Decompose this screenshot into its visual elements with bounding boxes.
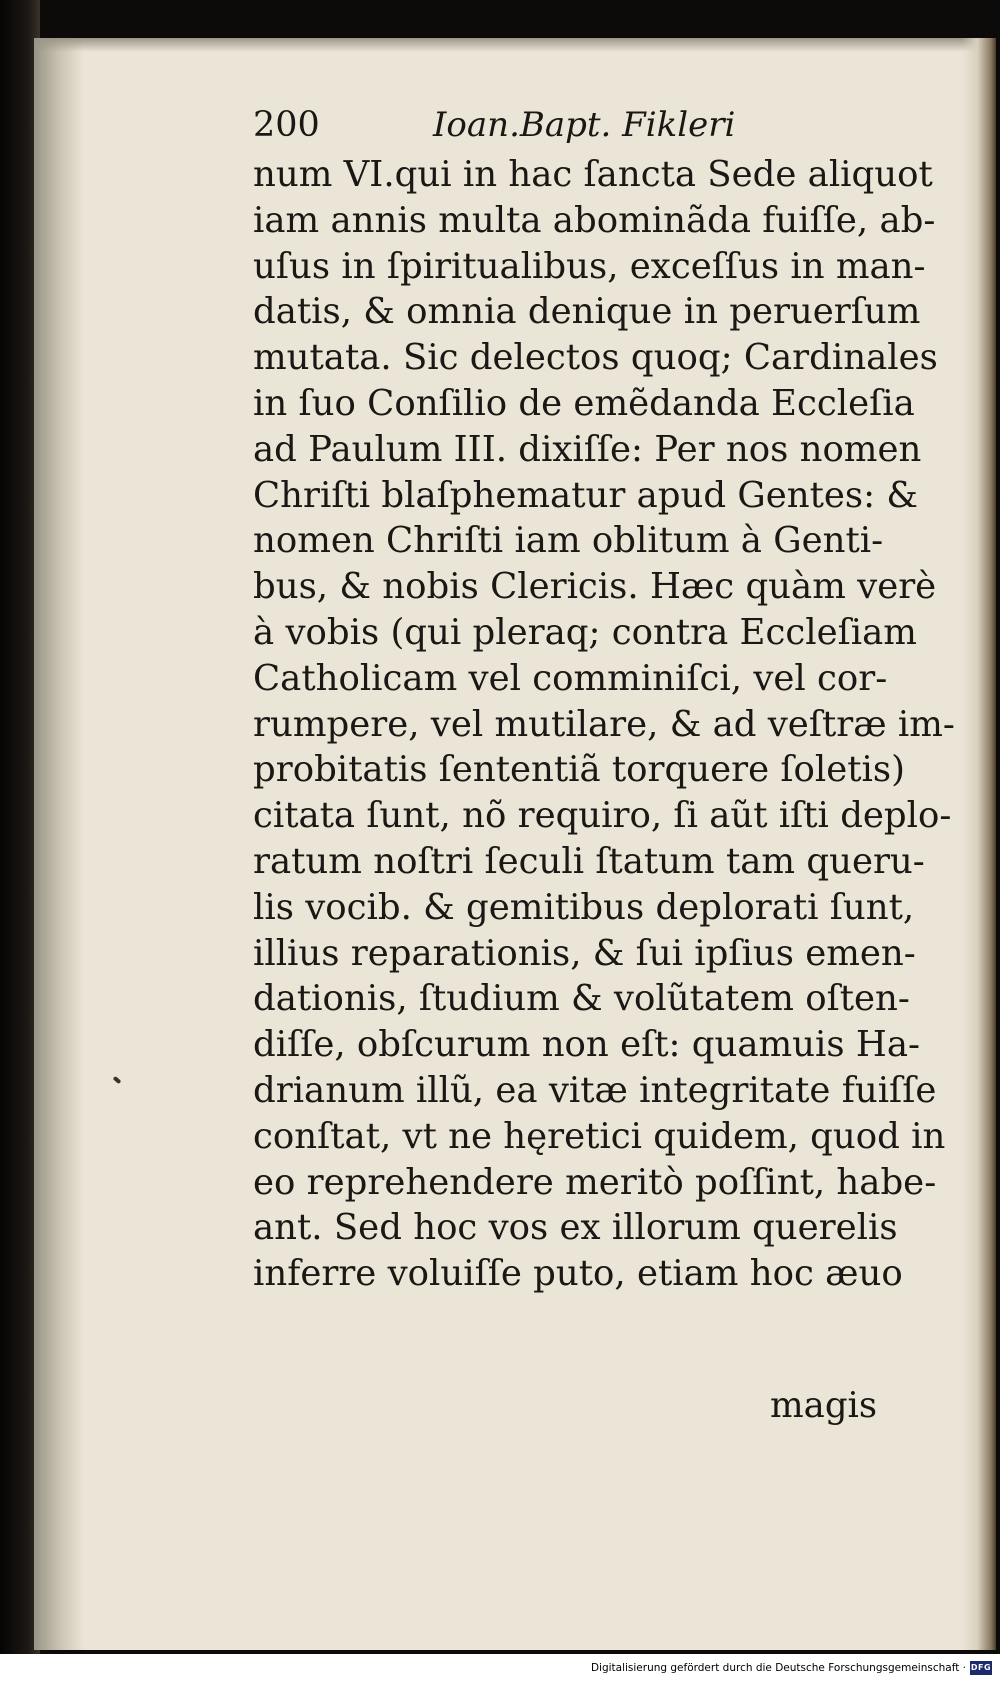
text-line: drianum illũ, ea vitæ integritate fuiſſe [253, 1069, 937, 1111]
text-line: in ſuo Conſilio de emẽdanda Eccleſia [253, 382, 915, 424]
text-line: diſſe, obſcurum non eſt: quamuis Ha- [253, 1024, 920, 1066]
running-head [253, 100, 773, 150]
text-line: mutata. Sic delectos quoq; Cardinales [253, 337, 938, 379]
text-line: num VI.qui in hac ſancta Sede aliquot [253, 154, 933, 195]
text-line: eo reprehendere meritò poſſint, habe- [253, 1161, 937, 1203]
text-line: inferre voluiſſe puto, etiam hoc æuo [253, 1253, 903, 1295]
text-line: probitatis ſententiã torquere ſoletis) [253, 749, 905, 791]
body-text [253, 152, 955, 1297]
text-line: à vobis (qui pleraq; contra Eccleſiam [253, 611, 917, 653]
page-right-edge [962, 38, 996, 1650]
text-line: ant. Sed hoc vos ex illorum querelis [253, 1207, 898, 1249]
text-line: lis vocib. & gemitibus deplorati ſunt, [253, 886, 915, 928]
catchword: magis [770, 1385, 878, 1426]
text-line: uſus in ſpiritualibus, exceſſus in man- [253, 245, 926, 287]
text-line: ad Paulum III. dixiſſe: Per nos nomen [253, 428, 922, 470]
text-line: Chriſti blaſphematur apud Gentes: & [253, 474, 918, 516]
footer-bar [0, 1654, 1000, 1684]
text-line: conſtat, vt ne hęretici quidem, quod in [253, 1115, 946, 1157]
text-line: datis, & omnia denique in peruerſum [253, 291, 921, 333]
page-top-shadow [34, 38, 996, 52]
text-line: dationis, ſtudium & volũtatem oſten- [253, 978, 910, 1020]
dfg-logo: DFG [970, 1661, 992, 1675]
page-gutter-shadow [34, 38, 84, 1650]
text-line: iam annis multa abominãda fuiſſe, ab- [253, 199, 936, 241]
funding-credit: Digitalisierung gefördert durch die Deutsche Forschungsgemeinschaft · [590, 1662, 966, 1674]
text-line: ratum noſtri ſeculi ſtatum tam queru- [253, 840, 925, 882]
running-title: Ioan.Bapt. Fikleri [433, 105, 736, 145]
text-line: Catholicam vel comminiſci, vel cor- [253, 657, 888, 699]
text-line: nomen Chriſti iam oblitum à Genti- [253, 520, 884, 562]
text-line: citata ſunt, nõ requiro, ſi aũt iſti deplo- [253, 795, 952, 837]
text-line: bus, & nobis Clericis. Hæc quàm verè [253, 566, 937, 608]
text-line: rumpere, vel mutilare, & ad veſtræ im- [253, 703, 955, 745]
text-line: illius reparationis, & ſui ipſius emen- [253, 932, 916, 974]
page-number: 200 [253, 105, 320, 145]
